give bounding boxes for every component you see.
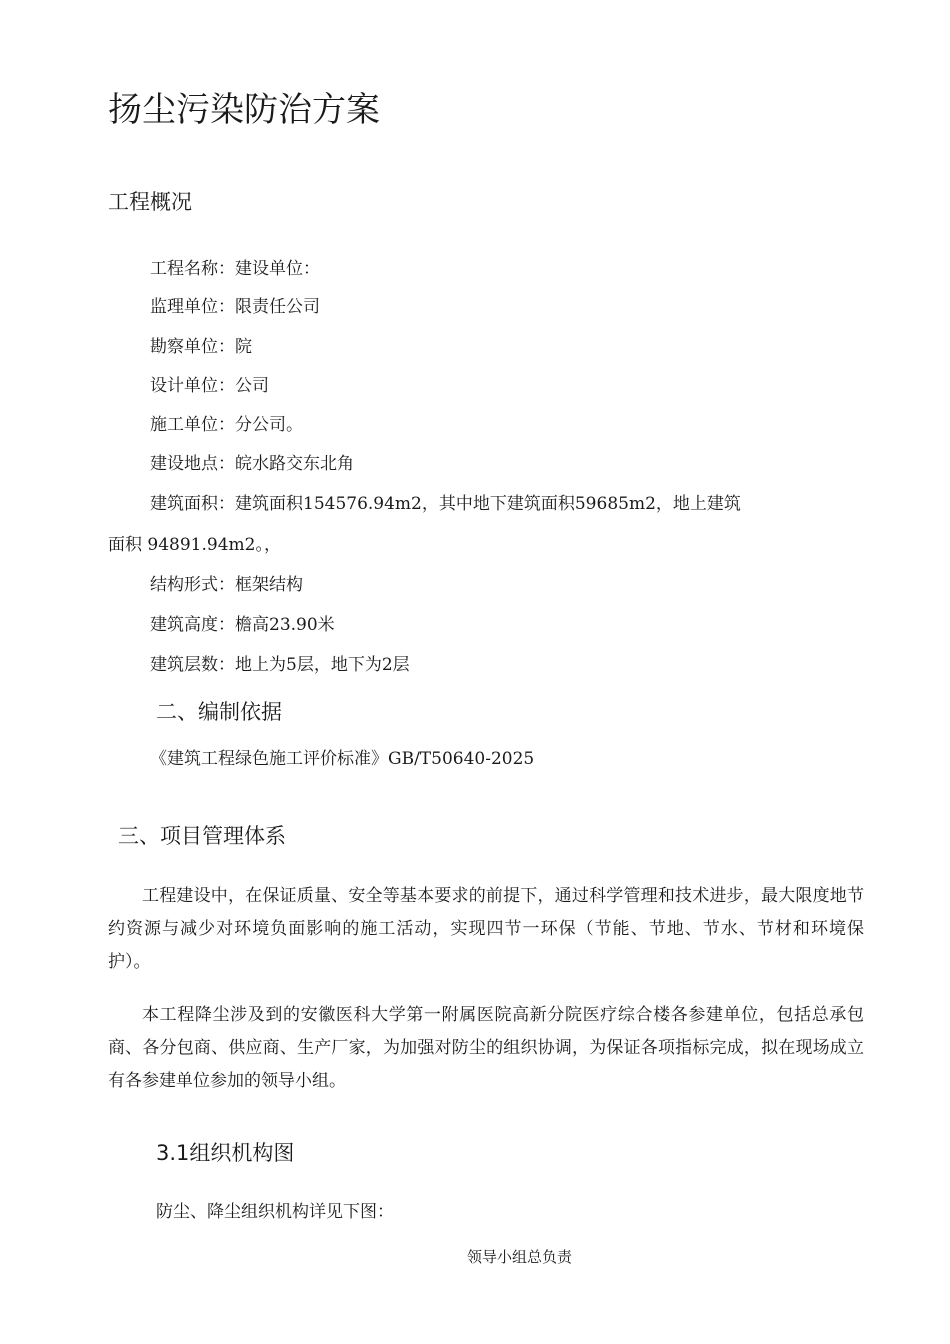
heading-overview: 工程概况 — [108, 190, 192, 214]
org-chart-intro: 防尘、降尘组织机构详见下图： — [156, 1202, 394, 1222]
overview-location: 建设地点：皖水路交东北角 — [150, 454, 354, 474]
heading-management: 三、项目管理体系 — [118, 824, 286, 848]
overview-supervisor: 监理单位：限责任公司 — [150, 297, 320, 317]
management-paragraph-2: 本工程降尘涉及到的安徽医科大学第一附属医院高新分院医疗综合楼各参建单位，包括总承包商、各分包商、供应商、生产厂家，为加强对防尘的组织协调，为保证各项指标完成，拟在现场成立有各参建单位参加的领导小组。 — [108, 1005, 864, 1091]
overview-height: 建筑高度：檐高23.90米 — [150, 615, 335, 635]
org-chart-top-node: 领导小组总负责 — [467, 1248, 573, 1266]
basis-standard: 《建筑工程绿色施工评价标准》GB/T50640-2025 — [150, 749, 535, 769]
overview-area: 建筑面积：建筑面积154576.94m2，其中地下建筑面积59685m2，地上建筑 — [150, 494, 741, 514]
heading-org-chart: 3.1组织机构图 — [156, 1141, 295, 1165]
overview-floors: 建筑层数：地上为5层，地下为2层 — [150, 655, 410, 675]
document-title: 扬尘污染防治方案 — [108, 90, 380, 130]
overview-construction: 施工单位：分公司。 — [150, 415, 303, 435]
overview-area-cont: 面积 94891.94m2。， — [108, 535, 281, 555]
overview-structure: 结构形式：框架结构 — [150, 575, 303, 595]
heading-basis: 二、编制依据 — [156, 700, 282, 724]
overview-design: 设计单位：公司 — [150, 376, 269, 396]
overview-survey: 勘察单位：院 — [150, 337, 252, 357]
overview-project-name: 工程名称：建设单位： — [150, 259, 320, 279]
management-paragraph-1: 工程建设中，在保证质量、安全等基本要求的前提下，通过科学管理和技术进步，最大限度地节约资源与减少对环境负面影响的施工活动，实现四节一环保（节能、节地、节水、节材和环境保护）。 — [108, 886, 864, 972]
